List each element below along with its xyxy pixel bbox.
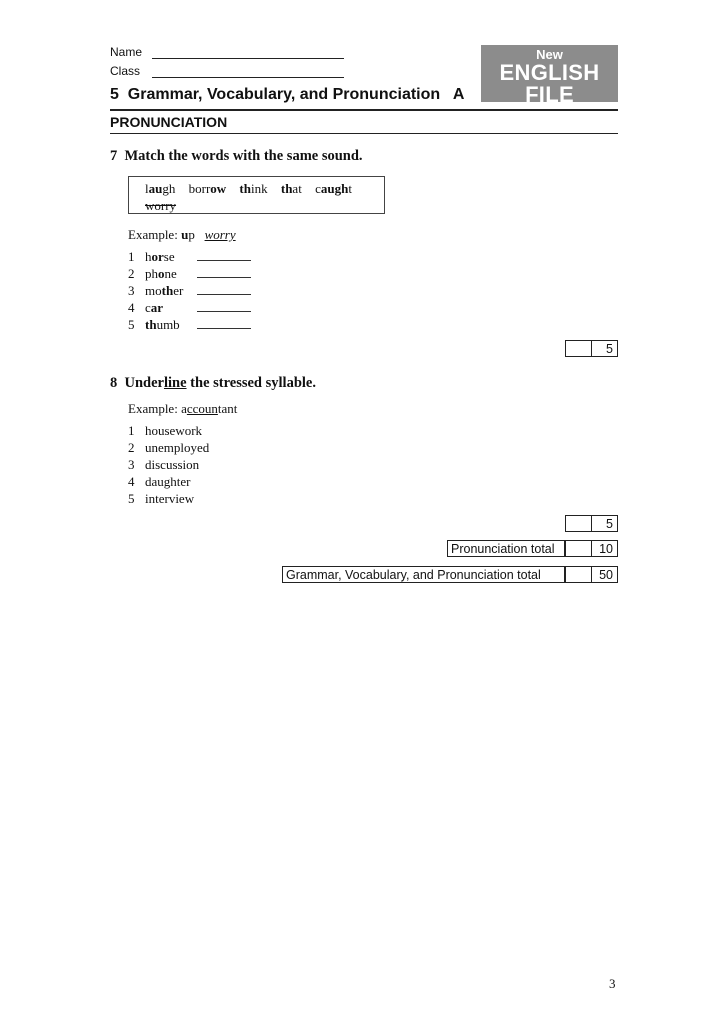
example-answer: worry [204,227,236,242]
q8-item[interactable]: 4 daughter [128,474,191,489]
answer-blank[interactable] [197,317,251,329]
q7-score-max: 5 [591,340,618,357]
q7-word-box [128,176,385,214]
box-word: caught [315,181,352,196]
section-title: PRONUNCIATION [110,114,228,130]
q7-item: 1 horse [128,248,251,265]
box-word: borrow [188,181,227,196]
logo-line1: New [536,47,563,62]
overall-total-input[interactable] [565,566,592,583]
q7-item: 5 thumb [128,316,251,333]
class-field[interactable] [152,77,344,78]
overall-total-max: 50 [591,566,618,583]
box-word: laugh [145,181,176,196]
english-file-logo [481,45,618,119]
answer-blank[interactable] [197,283,251,295]
answer-blank[interactable] [197,249,251,261]
word-box-row [145,180,384,197]
q8-item[interactable]: 1 housework [128,423,203,438]
answer-blank[interactable] [197,266,251,278]
q8-example: Example: accountant [128,401,238,416]
answer-blank[interactable] [197,300,251,312]
title-rule [110,109,618,111]
box-word: think [239,181,268,196]
pronunciation-total-input[interactable] [565,540,592,557]
class-label: Class [110,64,141,78]
section-rule [110,133,618,134]
page-title: 5 Grammar, Vocabulary, and Pronunciation A [110,86,465,103]
q7-item: 3 mother [128,282,251,299]
pronunciation-total-max: 10 [591,540,618,557]
box-word: that [280,181,302,196]
box-word-struck: worry [145,198,177,213]
q8-item[interactable]: 3 discussion [128,457,200,472]
q8-item[interactable]: 5 interview [128,491,195,506]
q7-item: 2 phone [128,265,251,282]
q7-example: Example: up worry [128,227,236,242]
q8-score-input[interactable] [565,515,592,532]
logo-line2: ENGLISH FILE [499,60,600,107]
name-field[interactable] [152,58,344,59]
q8-score-max: 5 [591,515,618,532]
q8-item[interactable]: 2 unemployed [128,440,210,455]
page-number: 3 [609,976,616,991]
q8-title: 8 Underline the stressed syllable. [110,375,316,391]
overall-total-label: Grammar, Vocabulary, and Pronunciation total [282,566,565,583]
logo-line3: Intermediate [513,105,586,119]
q7-score-input[interactable] [565,340,592,357]
pronunciation-total-label: Pronunciation total [447,540,565,557]
q7-title: 7 Match the words with the same sound. [110,148,363,164]
name-label: Name [110,45,143,59]
q7-item: 4 car [128,299,251,316]
